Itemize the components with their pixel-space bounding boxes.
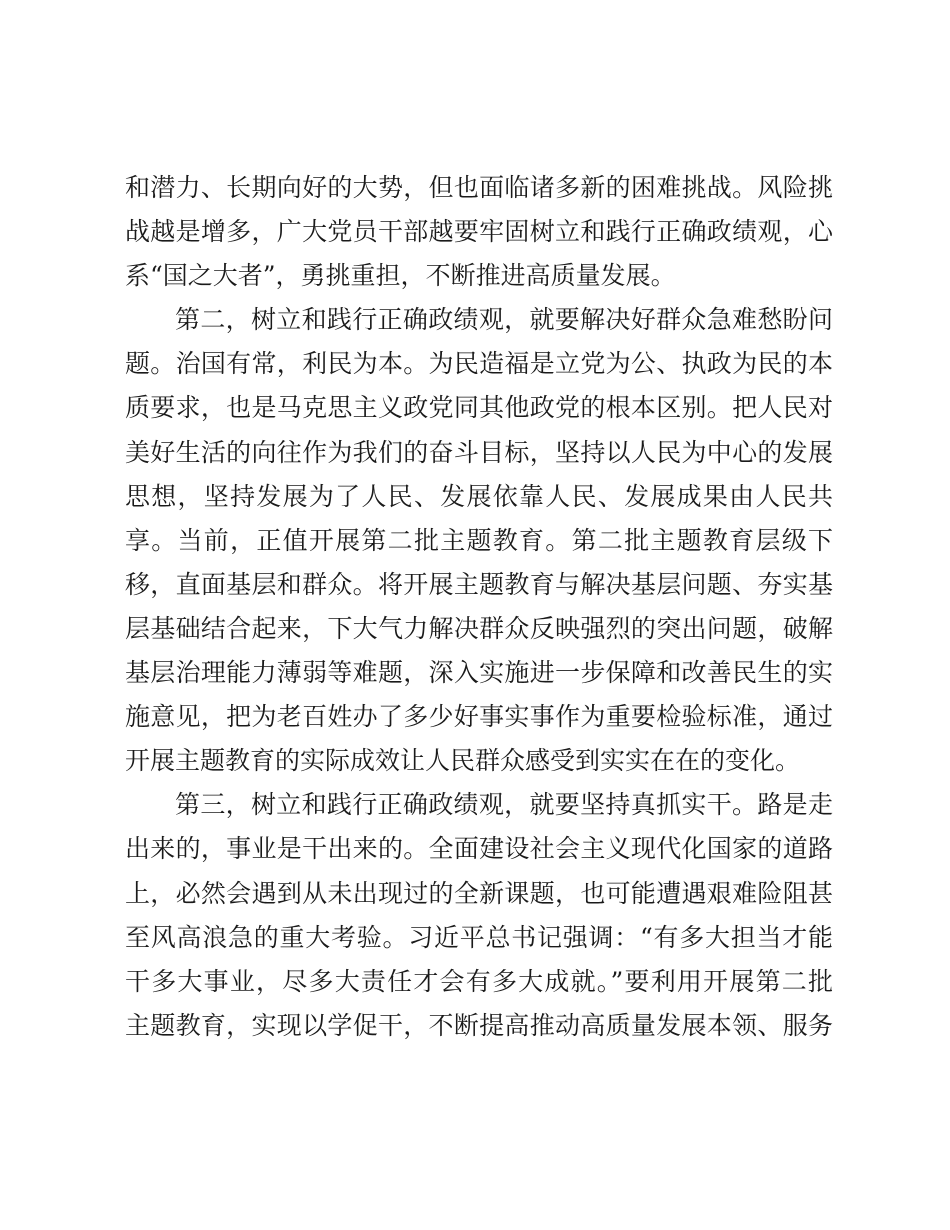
- text-line: 干多大事业，尽多大责任才会有多大成就。”要利用开展第二批: [125, 966, 833, 996]
- text-line: 质要求，也是马克思主义政党同其他政党的根本区别。把人民对: [125, 393, 833, 423]
- text-line: 上，必然会遇到从未出现过的全新课题，也可能遭遇艰难险阻甚: [125, 878, 833, 908]
- text-line: 施意见，把为老百姓办了多少好事实事作为重要检验标准，通过: [125, 702, 833, 732]
- paragraph-1-continued: [125, 166, 833, 298]
- text-line: 美好生活的向往作为我们的奋斗目标，坚持以人民为中心的发展: [125, 437, 833, 467]
- text-line: 出来的，事业是干出来的。全面建设社会主义现代化国家的道路: [125, 834, 833, 864]
- text-line: 题。治国有常，利民为本。为民造福是立党为公、执政为民的本: [125, 349, 833, 379]
- paragraph-2: [125, 298, 833, 783]
- text-line: 层基础结合起来，下大气力解决群众反映强烈的突出问题，破解: [125, 613, 833, 643]
- text-line: 享。当前，正值开展第二批主题教育。第二批主题教育层级下: [125, 525, 833, 555]
- text-line: 主题教育，实现以学促干，不断提高推动高质量发展本领、服务: [125, 1010, 833, 1040]
- text-line: 系“国之大者”，勇挑重担，不断推进高质量发展。: [125, 261, 676, 291]
- text-line: 和潜力、长期向好的大势，但也面临诸多新的困难挑战。风险挑: [125, 173, 833, 202]
- text-line: 思想，坚持发展为了人民、发展依靠人民、发展成果由人民共: [125, 481, 833, 511]
- text-line: 至风高浪急的重大考验。习近平总书记强调：“有多大担当才能: [125, 922, 833, 952]
- text-line: 移，直面基层和群众。将开展主题教育与解决基层问题、夯实基: [125, 569, 833, 599]
- text-line: 第二，树立和践行正确政绩观，就要解决好群众急难愁盼问: [175, 305, 833, 335]
- text-line: 第三，树立和践行正确政绩观，就要坚持真抓实干。路是走: [175, 790, 833, 820]
- text-line: 战越是增多，广大党员干部越要牢固树立和践行正确政绩观，心: [125, 217, 833, 247]
- text-line: 基层治理能力薄弱等难题，深入实施进一步保障和改善民生的实: [125, 658, 833, 688]
- text-line: 开展主题教育的实际成效让人民群众感受到实实在在的变化。: [125, 746, 801, 776]
- document-body: [125, 166, 833, 1048]
- paragraph-3: [125, 783, 833, 1048]
